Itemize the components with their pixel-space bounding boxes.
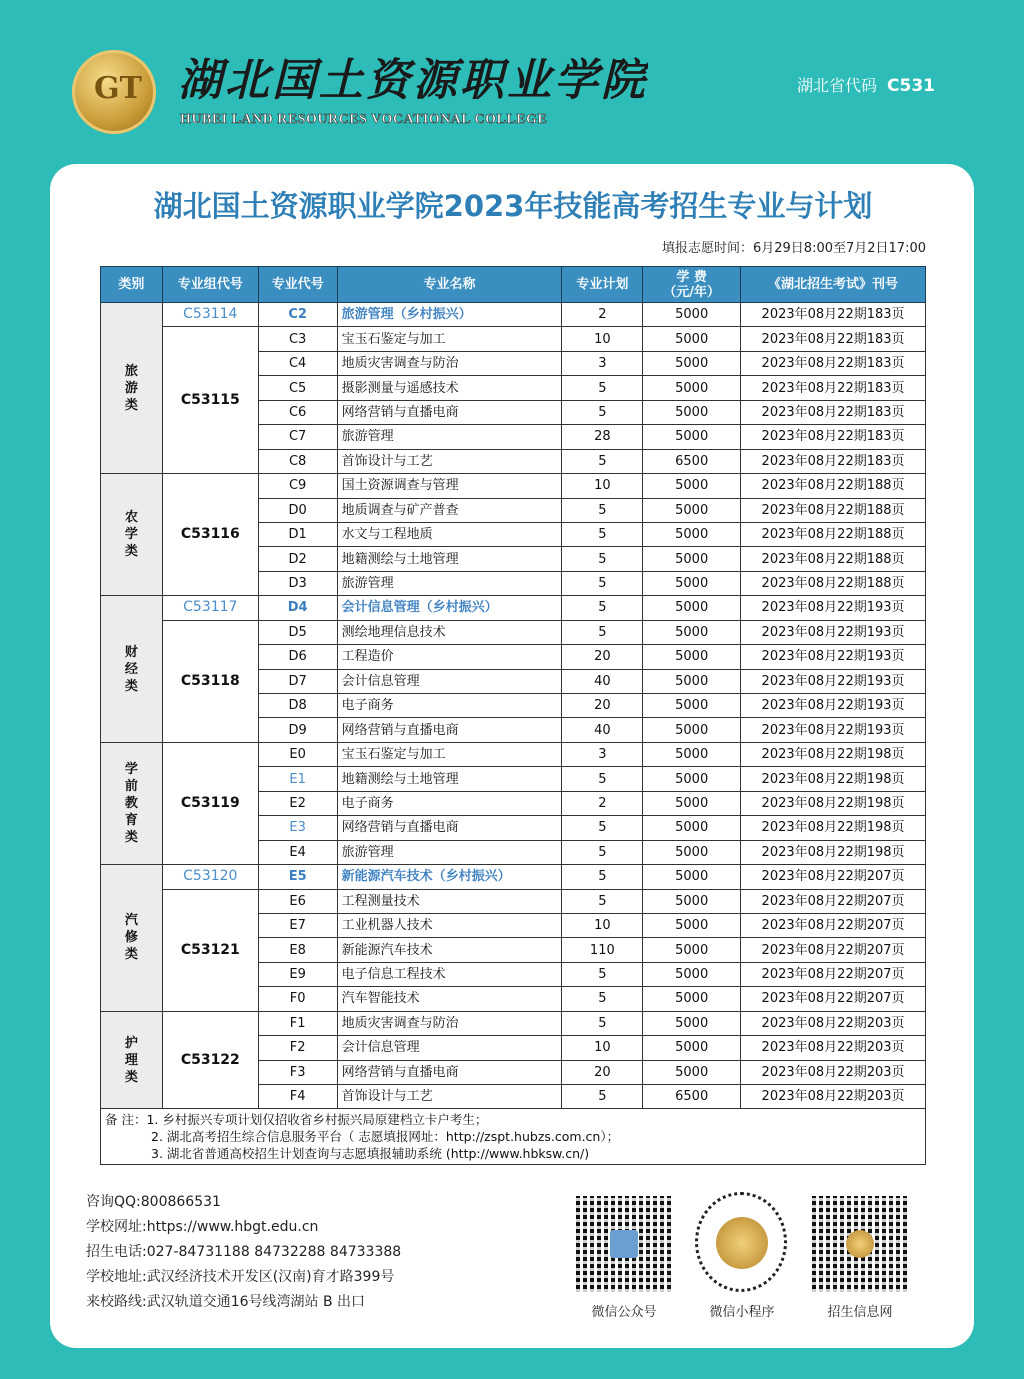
journal-issue: 2023年08月22期198页 — [741, 816, 926, 840]
tuition: 5000 — [643, 571, 741, 595]
tuition: 5000 — [643, 522, 741, 546]
major-code: E9 — [258, 962, 337, 986]
group-code-cell: C53118 — [162, 620, 258, 742]
major-code: C8 — [258, 449, 337, 473]
qr-label-website: 招生信息网 — [827, 1305, 893, 1320]
tuition: 5000 — [643, 645, 741, 669]
table-row — [101, 596, 926, 620]
major-name: 地质灾害调查与防治 — [337, 1011, 562, 1035]
admission-site-qr-code — [812, 1196, 908, 1292]
major-name: 新能源汽车技术（乡村振兴） — [337, 865, 562, 889]
journal-issue: 2023年08月22期203页 — [741, 1060, 926, 1084]
group-code-cell: C53120 — [162, 865, 258, 889]
tuition: 5000 — [643, 498, 741, 522]
journal-issue: 2023年08月22期193页 — [741, 620, 926, 644]
tuition: 5000 — [643, 938, 741, 962]
table-row — [101, 865, 926, 889]
major-code: E8 — [258, 938, 337, 962]
tuition: 5000 — [643, 718, 741, 742]
journal-issue: 2023年08月22期193页 — [741, 645, 926, 669]
table-row — [101, 474, 926, 498]
plan-count: 5 — [562, 400, 643, 424]
plan-count: 3 — [562, 742, 643, 766]
plan-count: 2 — [562, 791, 643, 815]
plan-count: 2 — [562, 303, 643, 327]
tuition: 5000 — [643, 767, 741, 791]
tuition: 5000 — [643, 596, 741, 620]
journal-issue: 2023年08月22期188页 — [741, 474, 926, 498]
major-code: C5 — [258, 376, 337, 400]
plan-count: 5 — [562, 1011, 643, 1035]
page-title: 湖北国土资源职业学院2023年技能高考招生专业与计划 — [153, 189, 873, 223]
province-code-value: C531 — [887, 76, 935, 96]
notes-row — [101, 1109, 926, 1165]
journal-issue: 2023年08月22期198页 — [741, 742, 926, 766]
major-code: E3 — [258, 816, 337, 840]
plan-count: 10 — [562, 1036, 643, 1060]
table-row — [101, 327, 926, 351]
plan-count: 5 — [562, 987, 643, 1011]
journal-issue: 2023年08月22期188页 — [741, 522, 926, 546]
journal-issue: 2023年08月22期207页 — [741, 913, 926, 937]
major-name: 汽车智能技术 — [337, 987, 562, 1011]
journal-issue: 2023年08月22期183页 — [741, 449, 926, 473]
major-name: 网络营销与直播电商 — [337, 718, 562, 742]
journal-issue: 2023年08月22期203页 — [741, 1085, 926, 1109]
group-code-cell: C53121 — [162, 889, 258, 1011]
major-name: 旅游管理 — [337, 571, 562, 595]
major-code: F0 — [258, 987, 337, 1011]
plan-count: 40 — [562, 669, 643, 693]
qr-label-miniprogram: 微信小程序 — [709, 1305, 775, 1320]
major-name: 测绘地理信息技术 — [337, 620, 562, 644]
plan-count: 5 — [562, 620, 643, 644]
journal-issue: 2023年08月22期183页 — [741, 425, 926, 449]
plan-count: 5 — [562, 547, 643, 571]
journal-issue: 2023年08月22期188页 — [741, 571, 926, 595]
tuition: 5000 — [643, 425, 741, 449]
tuition: 5000 — [643, 840, 741, 864]
major-name: 工程造价 — [337, 645, 562, 669]
major-name: 首饰设计与工艺 — [337, 449, 562, 473]
major-name: 首饰设计与工艺 — [337, 1085, 562, 1109]
major-name: 水文与工程地质 — [337, 522, 562, 546]
column-header: 专业计划 — [562, 267, 643, 303]
major-code: F4 — [258, 1085, 337, 1109]
tuition: 5000 — [643, 791, 741, 815]
category-cell: 财 经 类 — [101, 596, 163, 743]
plan-count: 5 — [562, 596, 643, 620]
tuition: 5000 — [643, 376, 741, 400]
college-seal-logo — [72, 50, 156, 134]
major-name: 会计信息管理 — [337, 669, 562, 693]
journal-issue: 2023年08月22期183页 — [741, 400, 926, 424]
major-name: 旅游管理 — [337, 840, 562, 864]
major-code: F2 — [258, 1036, 337, 1060]
column-header: 专业组代号 — [162, 267, 258, 303]
major-name: 会计信息管理 — [337, 1036, 562, 1060]
major-code: D5 — [258, 620, 337, 644]
major-code: D8 — [258, 694, 337, 718]
tuition: 5000 — [643, 987, 741, 1011]
major-code: D1 — [258, 522, 337, 546]
major-name: 宝玉石鉴定与加工 — [337, 327, 562, 351]
major-code: D9 — [258, 718, 337, 742]
table-header-row — [101, 267, 926, 303]
journal-issue: 2023年08月22期198页 — [741, 767, 926, 791]
contact-info — [86, 1190, 401, 1315]
major-code: D7 — [258, 669, 337, 693]
journal-issue: 2023年08月22期193页 — [741, 694, 926, 718]
major-code: E4 — [258, 840, 337, 864]
note-line: 2. 湖北高考招生综合信息服务平台（ 志愿填报网址：http://zspt.hubzs.com.cn）； — [151, 1129, 620, 1145]
major-name: 工程测量技术 — [337, 889, 562, 913]
tuition: 5000 — [643, 620, 741, 644]
tuition: 5000 — [643, 351, 741, 375]
major-name: 国土资源调查与管理 — [337, 474, 562, 498]
journal-issue: 2023年08月22期188页 — [741, 498, 926, 522]
plan-count: 5 — [562, 376, 643, 400]
journal-issue: 2023年08月22期183页 — [741, 376, 926, 400]
tuition: 6500 — [643, 1085, 741, 1109]
major-code: E7 — [258, 913, 337, 937]
major-name: 旅游管理 — [337, 425, 562, 449]
plan-count: 5 — [562, 889, 643, 913]
plan-count: 5 — [562, 522, 643, 546]
journal-issue: 2023年08月22期203页 — [741, 1036, 926, 1060]
tuition: 5000 — [643, 474, 741, 498]
tuition: 5000 — [643, 400, 741, 424]
plan-count: 10 — [562, 327, 643, 351]
contact-phone: 招生电话:027-84731188 84732288 84733388 — [86, 1244, 402, 1260]
tuition: 5000 — [643, 742, 741, 766]
journal-issue: 2023年08月22期198页 — [741, 840, 926, 864]
major-name: 工业机器人技术 — [337, 913, 562, 937]
major-code: E0 — [258, 742, 337, 766]
table-row — [101, 742, 926, 766]
tuition: 5000 — [643, 1060, 741, 1084]
column-header: 专业名称 — [337, 267, 562, 303]
tuition: 5000 — [643, 889, 741, 913]
major-name: 新能源汽车技术 — [337, 938, 562, 962]
category-cell: 农 学 类 — [101, 474, 163, 596]
journal-issue: 2023年08月22期193页 — [741, 596, 926, 620]
plan-count: 5 — [562, 767, 643, 791]
journal-issue: 2023年08月22期188页 — [741, 547, 926, 571]
category-cell: 学 前 教 育 类 — [101, 742, 163, 864]
group-code-cell: C53117 — [162, 596, 258, 620]
plan-count: 10 — [562, 913, 643, 937]
major-code: F3 — [258, 1060, 337, 1084]
table-row — [101, 1011, 926, 1035]
table-row — [101, 889, 926, 913]
table-row — [101, 620, 926, 644]
major-name: 旅游管理（乡村振兴） — [337, 303, 562, 327]
category-cell: 汽 修 类 — [101, 865, 163, 1012]
plan-count: 5 — [562, 865, 643, 889]
major-name: 地质灾害调查与防治 — [337, 351, 562, 375]
plan-count: 28 — [562, 425, 643, 449]
journal-issue: 2023年08月22期203页 — [741, 1011, 926, 1035]
major-name: 地质调查与矿产普查 — [337, 498, 562, 522]
category-cell: 旅 游 类 — [101, 303, 163, 474]
major-code: E2 — [258, 791, 337, 815]
plan-count: 40 — [562, 718, 643, 742]
plan-count: 20 — [562, 645, 643, 669]
plan-count: 110 — [562, 938, 643, 962]
province-code-label: 湖北省代码 — [797, 76, 878, 95]
category-cell: 护 理 类 — [101, 1011, 163, 1109]
major-name: 地籍测绘与土地管理 — [337, 767, 562, 791]
seal-monogram: GT — [94, 71, 142, 106]
major-code: C2 — [258, 303, 337, 327]
wechat-official-qr-code — [576, 1196, 672, 1292]
journal-issue: 2023年08月22期207页 — [741, 889, 926, 913]
contact-route: 来校路线:武汉轨道交通16号线湾湖站 B 出口 — [86, 1294, 366, 1310]
major-code: D0 — [258, 498, 337, 522]
plan-count: 5 — [562, 962, 643, 986]
major-code: E1 — [258, 767, 337, 791]
column-header: 学 费 （元/年） — [643, 267, 741, 303]
major-name: 网络营销与直播电商 — [337, 816, 562, 840]
journal-issue: 2023年08月22期207页 — [741, 962, 926, 986]
qr-label-official: 微信公众号 — [591, 1305, 657, 1320]
contact-qq: 咨询QQ:800866531 — [86, 1194, 221, 1210]
major-code: C7 — [258, 425, 337, 449]
major-name: 网络营销与直播电商 — [337, 400, 562, 424]
major-code: D4 — [258, 596, 337, 620]
column-header: 类别 — [101, 267, 163, 303]
major-name: 摄影测量与遥感技术 — [337, 376, 562, 400]
major-code: E5 — [258, 865, 337, 889]
notes-cell — [101, 1109, 926, 1165]
major-code: C9 — [258, 474, 337, 498]
plan-count: 20 — [562, 694, 643, 718]
major-code: C4 — [258, 351, 337, 375]
plan-count: 5 — [562, 816, 643, 840]
major-name: 电子信息工程技术 — [337, 962, 562, 986]
journal-issue: 2023年08月22期183页 — [741, 327, 926, 351]
tuition: 5000 — [643, 1011, 741, 1035]
plan-count: 3 — [562, 351, 643, 375]
tuition: 5000 — [643, 816, 741, 840]
journal-issue: 2023年08月22期193页 — [741, 718, 926, 742]
major-code: F1 — [258, 1011, 337, 1035]
journal-issue: 2023年08月22期207页 — [741, 987, 926, 1011]
plan-count: 5 — [562, 840, 643, 864]
apply-time: 填报志愿时间：6月29日8:00至7月2日17:00 — [661, 241, 926, 256]
tuition: 5000 — [643, 865, 741, 889]
contact-website: 学校网址:https://www.hbgt.edu.cn — [86, 1219, 319, 1235]
enrollment-table — [100, 266, 926, 1165]
plan-count: 5 — [562, 498, 643, 522]
major-code: E6 — [258, 889, 337, 913]
tuition: 5000 — [643, 327, 741, 351]
wechat-miniprogram-code — [695, 1192, 787, 1292]
major-name: 网络营销与直播电商 — [337, 1060, 562, 1084]
tuition: 5000 — [643, 1036, 741, 1060]
tuition: 5000 — [643, 547, 741, 571]
tuition: 5000 — [643, 303, 741, 327]
note-line: 3. 湖北省普通高校招生计划查询与志愿填报辅助系统 (http://www.hbksw.cn/) — [151, 1146, 590, 1162]
group-code-cell: C53115 — [162, 327, 258, 474]
major-code: D2 — [258, 547, 337, 571]
logo-english-name: HUBEI LAND RESOURCES VOCATIONAL COLLEGE — [180, 112, 548, 127]
plan-count: 5 — [562, 571, 643, 595]
major-name: 宝玉石鉴定与加工 — [337, 742, 562, 766]
major-code: C3 — [258, 327, 337, 351]
journal-issue: 2023年08月22期183页 — [741, 303, 926, 327]
group-code-cell: C53116 — [162, 474, 258, 596]
tuition: 5000 — [643, 962, 741, 986]
tuition: 5000 — [643, 694, 741, 718]
group-code-cell: C53122 — [162, 1011, 258, 1109]
province-code — [797, 76, 935, 96]
major-code: C6 — [258, 400, 337, 424]
group-code-cell: C53114 — [162, 303, 258, 327]
table-row — [101, 303, 926, 327]
column-header: 专业代号 — [258, 267, 337, 303]
major-name: 电子商务 — [337, 694, 562, 718]
note-line: 备 注：1. 乡村振兴专项计划仅招收省乡村振兴局原建档立卡户考生； — [105, 1112, 488, 1128]
tuition: 5000 — [643, 669, 741, 693]
major-code: D3 — [258, 571, 337, 595]
tuition: 5000 — [643, 913, 741, 937]
plan-count: 10 — [562, 474, 643, 498]
plan-count: 20 — [562, 1060, 643, 1084]
major-name: 会计信息管理（乡村振兴） — [337, 596, 562, 620]
contact-address: 学校地址:武汉经济技术开发区(汉南)育才路399号 — [86, 1269, 395, 1285]
journal-issue: 2023年08月22期198页 — [741, 791, 926, 815]
tuition: 6500 — [643, 449, 741, 473]
major-name: 电子商务 — [337, 791, 562, 815]
plan-count: 5 — [562, 1085, 643, 1109]
column-header: 《湖北招生考试》刊号 — [741, 267, 926, 303]
logo-chinese-name: 湖北国土资源职业学院 — [178, 56, 648, 106]
major-name: 地籍测绘与土地管理 — [337, 547, 562, 571]
journal-issue: 2023年08月22期183页 — [741, 351, 926, 375]
group-code-cell: C53119 — [162, 742, 258, 864]
journal-issue: 2023年08月22期207页 — [741, 938, 926, 962]
plan-count: 5 — [562, 449, 643, 473]
major-code: D6 — [258, 645, 337, 669]
journal-issue: 2023年08月22期207页 — [741, 865, 926, 889]
journal-issue: 2023年08月22期193页 — [741, 669, 926, 693]
